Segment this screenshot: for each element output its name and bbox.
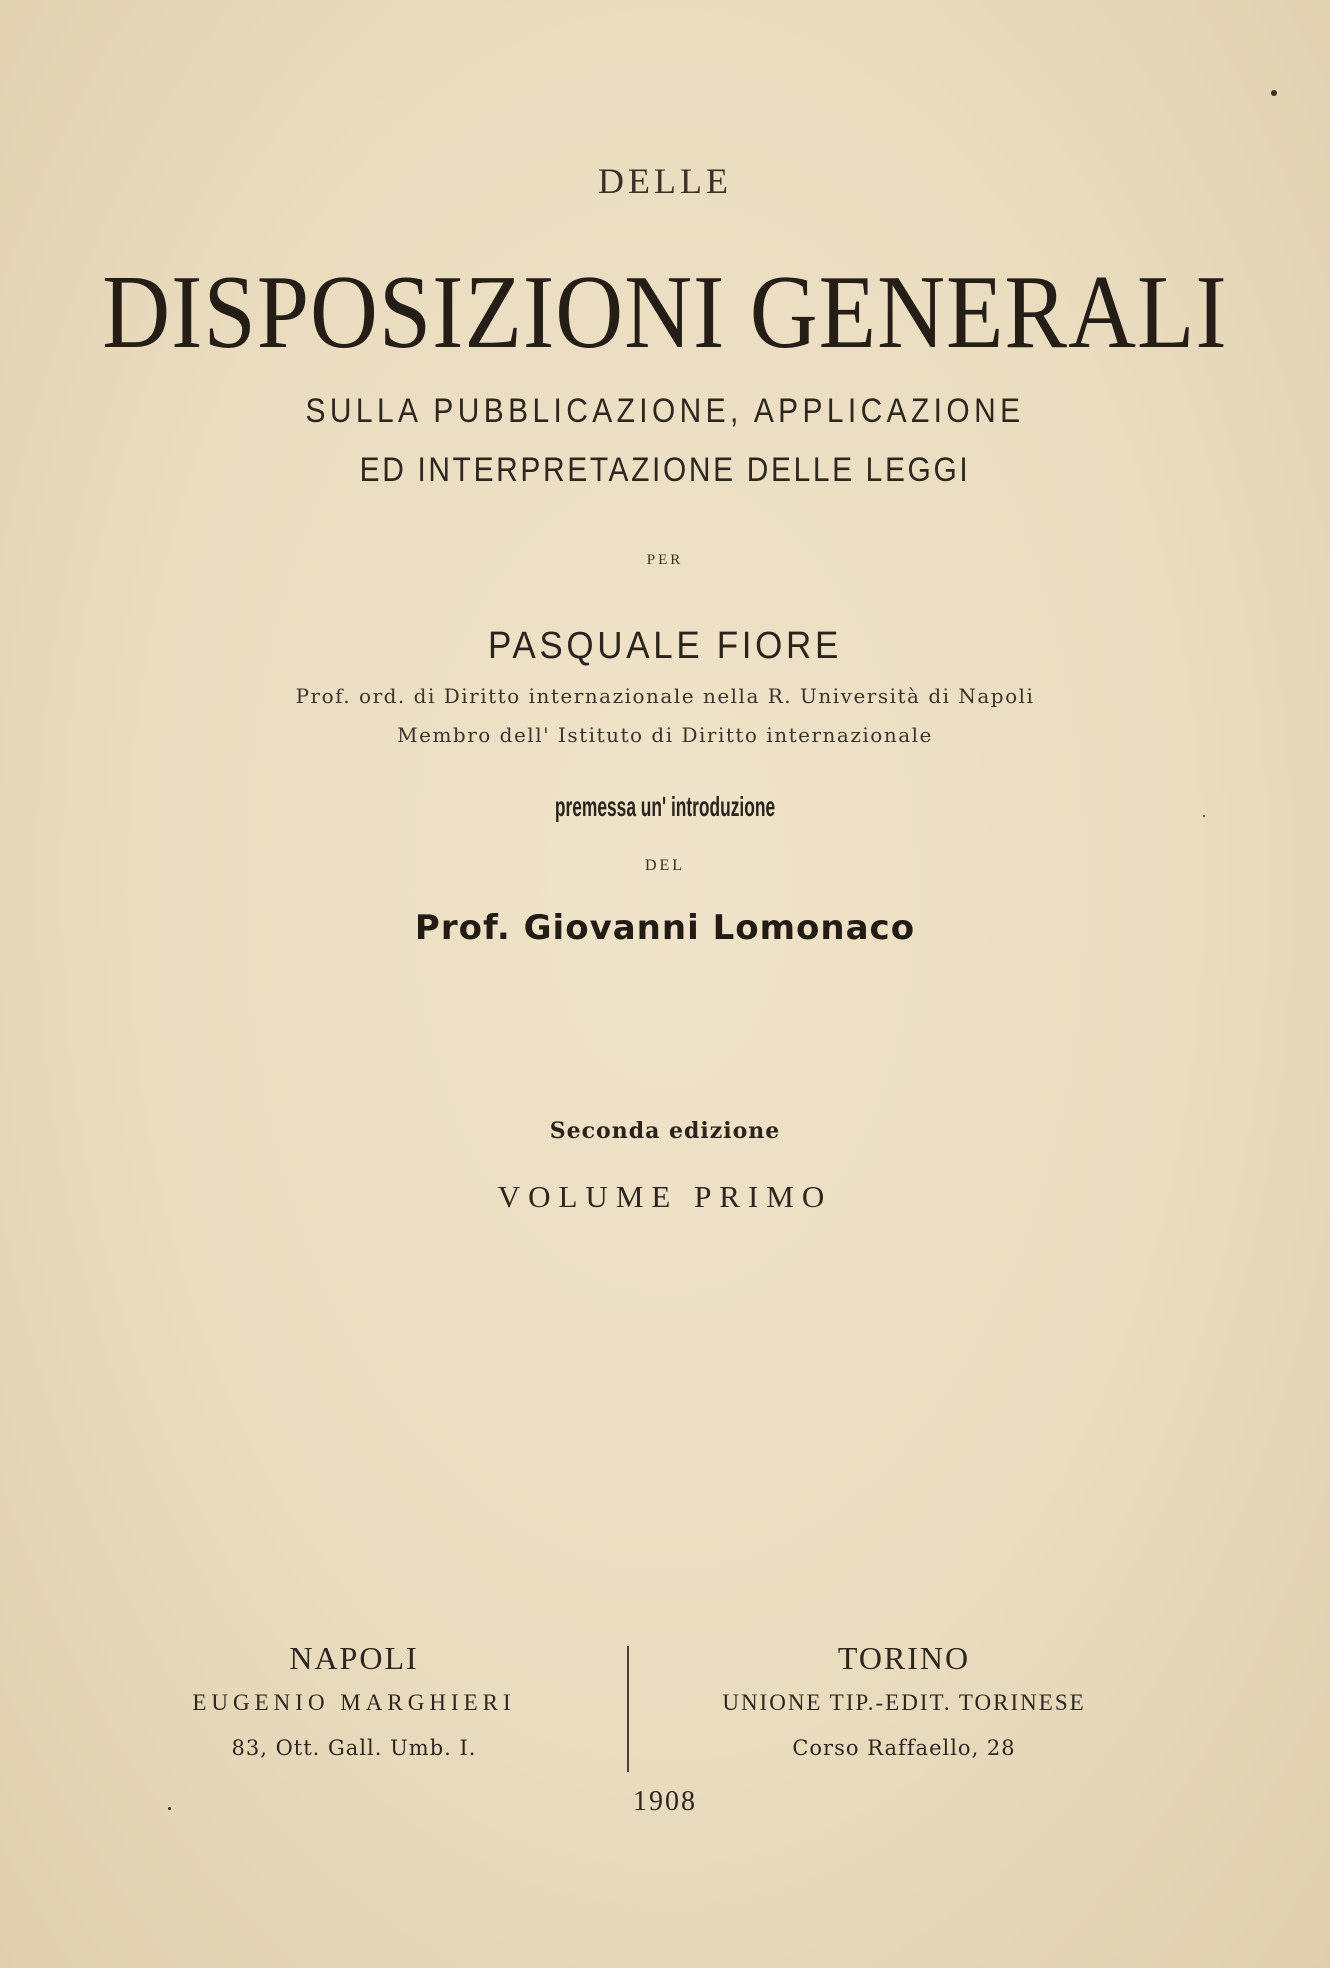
ink-speck xyxy=(1271,90,1277,96)
imprint-napoli xyxy=(80,1640,628,1760)
ink-speck xyxy=(1203,815,1205,817)
imprint-address: Corso Raffaello, 28 xyxy=(792,1736,1016,1760)
subtitle-line-1: SULLA PUBBLICAZIONE, APPLICAZIONE xyxy=(305,392,1025,430)
author-name: PASQUALE FIORE xyxy=(488,625,842,667)
publication-year: 1908 xyxy=(633,1786,697,1817)
introduction-author: Prof. Giovanni Lomonaco xyxy=(414,908,916,948)
imprint-city: NAPOLI xyxy=(289,1640,419,1676)
imprint-torino xyxy=(628,1640,1180,1760)
by-label: PER xyxy=(646,552,684,568)
imprint-city: TORINO xyxy=(837,1640,971,1676)
introduction-note: premessa un' introduzione xyxy=(554,791,776,822)
edition-label: Seconda edizione xyxy=(549,1118,781,1144)
subtitle-line-2: ED INTERPRETAZIONE DELLE LEGGI xyxy=(359,451,971,489)
imprint-address: 83, Ott. Gall. Umb. I. xyxy=(231,1736,477,1760)
title-prefix: DELLE xyxy=(598,161,732,201)
author-affiliation-1: Prof. ord. di Diritto internazionale nella R. Università di Napoli xyxy=(295,684,1035,708)
imprint-publisher: EUGENIO MARGHIERI xyxy=(192,1690,516,1715)
introduction-by-label: DEL xyxy=(644,857,686,874)
volume-label: VOLUME PRIMO xyxy=(497,1179,833,1214)
imprint-publisher: UNIONE TIP.-EDIT. TORINESE xyxy=(722,1690,1086,1715)
main-title: DISPOSIZIONI GENERALI xyxy=(102,254,1228,371)
author-affiliation-2: Membro dell' Istituto di Diritto internazionale xyxy=(397,723,933,747)
